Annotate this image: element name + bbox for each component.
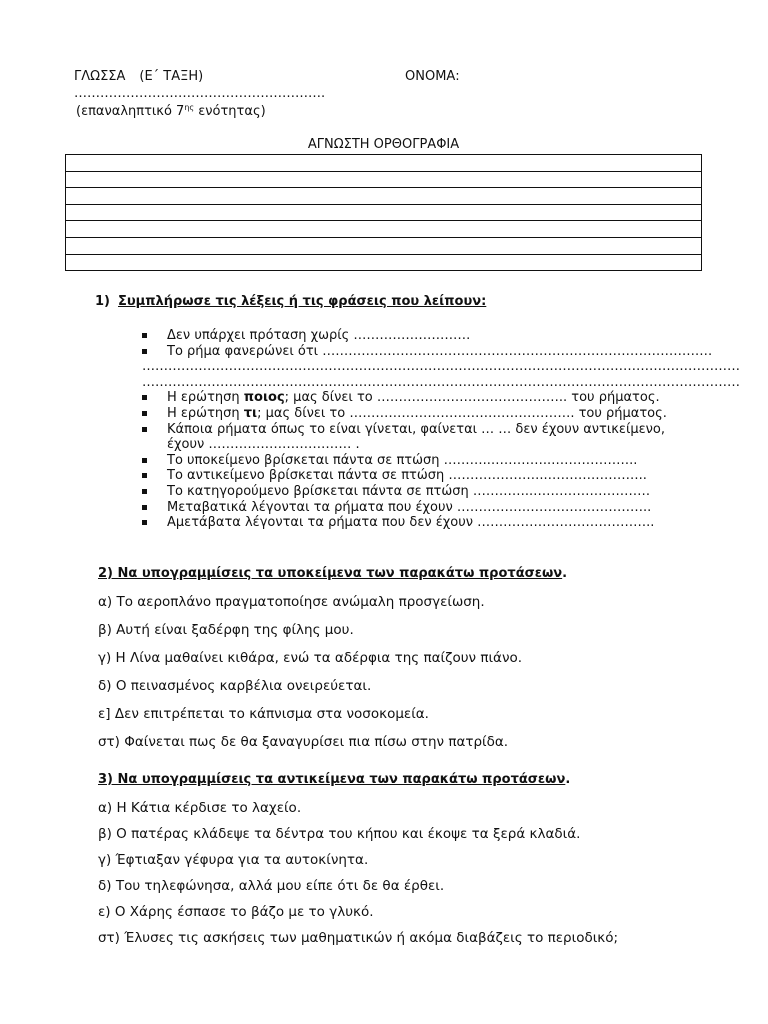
dictation-line (66, 237, 702, 254)
fill-in-text: Αμετάβατα λέγονται τα ρήματα που δεν έχουν ………………………………….. (167, 515, 655, 531)
example-sentence: στ) Έλυσες τις ασκήσεις των μαθηματικών ή ακόμα διαβάζεις το περιοδικό; (98, 930, 619, 946)
worksheet-subtitle (76, 103, 266, 119)
dictation-line (66, 155, 702, 172)
square-bullet-icon (142, 520, 147, 525)
fill-in-item (142, 515, 740, 531)
dictation-line (66, 188, 702, 205)
dictation-line-cell (66, 188, 702, 205)
fill-in-text-pre: Η ερώτηση (167, 405, 244, 421)
dictation-line-cell (66, 171, 702, 188)
dictation-line (66, 204, 702, 221)
fill-in-item (142, 484, 740, 500)
example-sentence: δ) Του τηλεφώνησα, αλλά μου είπε ότι δε θα έρθει. (98, 878, 445, 894)
square-bullet-icon (142, 505, 147, 510)
dictation-lines-box (65, 154, 702, 271)
fill-in-keyword: τι (243, 405, 258, 421)
fill-in-item (142, 375, 740, 391)
fill-in-item (142, 468, 740, 484)
fill-in-text: Το υποκείμενο βρίσκεται πάντα σε πτώση ………..…………..……………….. (167, 452, 638, 468)
question-1-list (142, 328, 740, 531)
subtitle-sup: ης (184, 103, 195, 112)
example-sentence: ε] Δεν επιτρέπεται το κάπνισμα στα νοσοκομεία. (98, 706, 429, 722)
grade-label: (Ε΄ ΤΑΞΗ) (139, 69, 204, 84)
fill-in-text: Το κατηγορούμενο βρίσκεται πάντα σε πτώση …………..……………………… (167, 483, 651, 499)
question-1-title: Συμπλήρωσε τις λέξεις ή τις φράσεις που λείπουν: (118, 294, 487, 309)
fill-in-item (142, 328, 740, 344)
fill-in-text: Δεν υπάρχει πρόταση χωρίς ……………………… (167, 328, 471, 343)
dictation-line (66, 221, 702, 238)
square-bullet-icon (142, 427, 147, 432)
question-2-dot: . (562, 566, 568, 581)
dictation-line-cell (66, 155, 702, 172)
fill-in-item (142, 406, 740, 422)
fill-in-text-post: ; μας δίνει το ……………………………………………. του ρήματος. (257, 405, 667, 421)
fill-in-text-post: ; μας δίνει το …………………………………….. του ρήματος. (284, 390, 660, 406)
subject-label: ΓΛΩΣΣΑ (74, 69, 126, 84)
square-bullet-icon (142, 333, 147, 338)
subtitle-pre: (επαναληπτικό 7 (76, 104, 185, 119)
fill-in-text: Μεταβατικά λέγονται τα ρήματα που έχουν …………….……………………….. (167, 499, 652, 515)
example-sentence: γ) Έφτιαξαν γέφυρα για τα αυτοκίνητα. (98, 852, 369, 868)
example-sentence: α) Το αεροπλάνο πραγματοποίησε ανώμαλη προσγείωση. (98, 594, 485, 610)
example-sentence: γ) Η Λίνα μαθαίνει κιθάρα, ενώ τα αδέρφια της παίζουν πιάνο. (98, 650, 523, 666)
example-sentence: β) Ο πατέρας κλάδεψε τα δέντρα του κήπου και έκοψε τα ξερά κλαδιά. (98, 826, 581, 842)
question-3-dot: . (565, 772, 571, 787)
question-3-heading (98, 772, 570, 787)
fill-in-item (142, 390, 740, 406)
square-bullet-icon (142, 349, 147, 354)
square-bullet-icon (142, 411, 147, 416)
square-bullet-icon (142, 395, 147, 400)
dictation-line-cell (66, 254, 702, 271)
fill-in-item (142, 422, 740, 438)
dictation-line-cell (66, 204, 702, 221)
example-sentence: δ) Ο πεινασμένος καρβέλια ονειρεύεται. (98, 678, 372, 694)
square-bullet-icon (142, 458, 147, 463)
fill-in-text: Το ρήμα φανερώνει ότι ……………………………………………………………………………… (167, 343, 713, 359)
fill-in-text: έχουν …………………………… . (167, 437, 360, 453)
fill-in-text-pre: Η ερώτηση (167, 390, 244, 406)
example-sentence: α) Η Κάτια κέρδισε το λαχείο. (98, 800, 302, 816)
fill-in-text: ………………………………………………………………………………………………………………………… (142, 374, 740, 390)
dictation-line (66, 254, 702, 271)
fill-in-text: ………………………………………………………………………………………………………………………… (142, 359, 740, 375)
fill-in-text: Το αντικείμενο βρίσκεται πάντα σε πτώση …………………..………………….. (167, 468, 647, 484)
example-sentence: β) Αυτή είναι ξαδέρφη της φίλης μου. (98, 622, 354, 638)
example-sentence: ε) Ο Χάρης έσπασε το βάζο με το γλυκό. (98, 904, 374, 920)
question-1-number: 1) (95, 294, 110, 309)
question-3-title: 3) Να υπογραμμίσεις τα αντικείμενα των παρακάτω προτάσεων (98, 772, 566, 787)
square-bullet-icon (142, 489, 147, 494)
fill-in-keyword: ποιος (243, 390, 285, 406)
fill-in-item (142, 344, 740, 360)
worksheet-header (74, 69, 203, 84)
fill-in-text (167, 390, 660, 405)
example-sentence: στ) Φαίνεται πως δε θα ξαναγυρίσει πια πίσω στην πατρίδα. (98, 734, 509, 750)
fill-in-text (167, 406, 667, 421)
fill-in-text: Κάποια ρήματα όπως το είναι γίνεται, φαίνεται … … δεν έχουν αντικείμενο, (167, 421, 665, 437)
fill-in-item (142, 437, 740, 453)
subtitle-post: ενότητας) (194, 104, 266, 119)
dictation-line-cell (66, 237, 702, 254)
name-fill-line: …………………………………………………. (74, 86, 326, 101)
dictation-title-text: ΑΓΝΩΣΤΗ ΟΡΘΟΓΡΑΦΙΑ (307, 137, 460, 152)
fill-in-item (142, 500, 740, 516)
square-bullet-icon (142, 473, 147, 478)
question-2-title: 2) Να υπογραμμίσεις τα υποκείμενα των παρακάτω προτάσεων (98, 566, 563, 581)
dictation-line (66, 171, 702, 188)
dictation-title (0, 137, 768, 152)
question-1-heading (95, 294, 486, 309)
dictation-line-cell (66, 221, 702, 238)
question-2-heading (98, 566, 567, 581)
fill-in-item (142, 359, 740, 375)
fill-in-item (142, 453, 740, 469)
name-label: ΟΝΟΜΑ: (405, 69, 460, 84)
